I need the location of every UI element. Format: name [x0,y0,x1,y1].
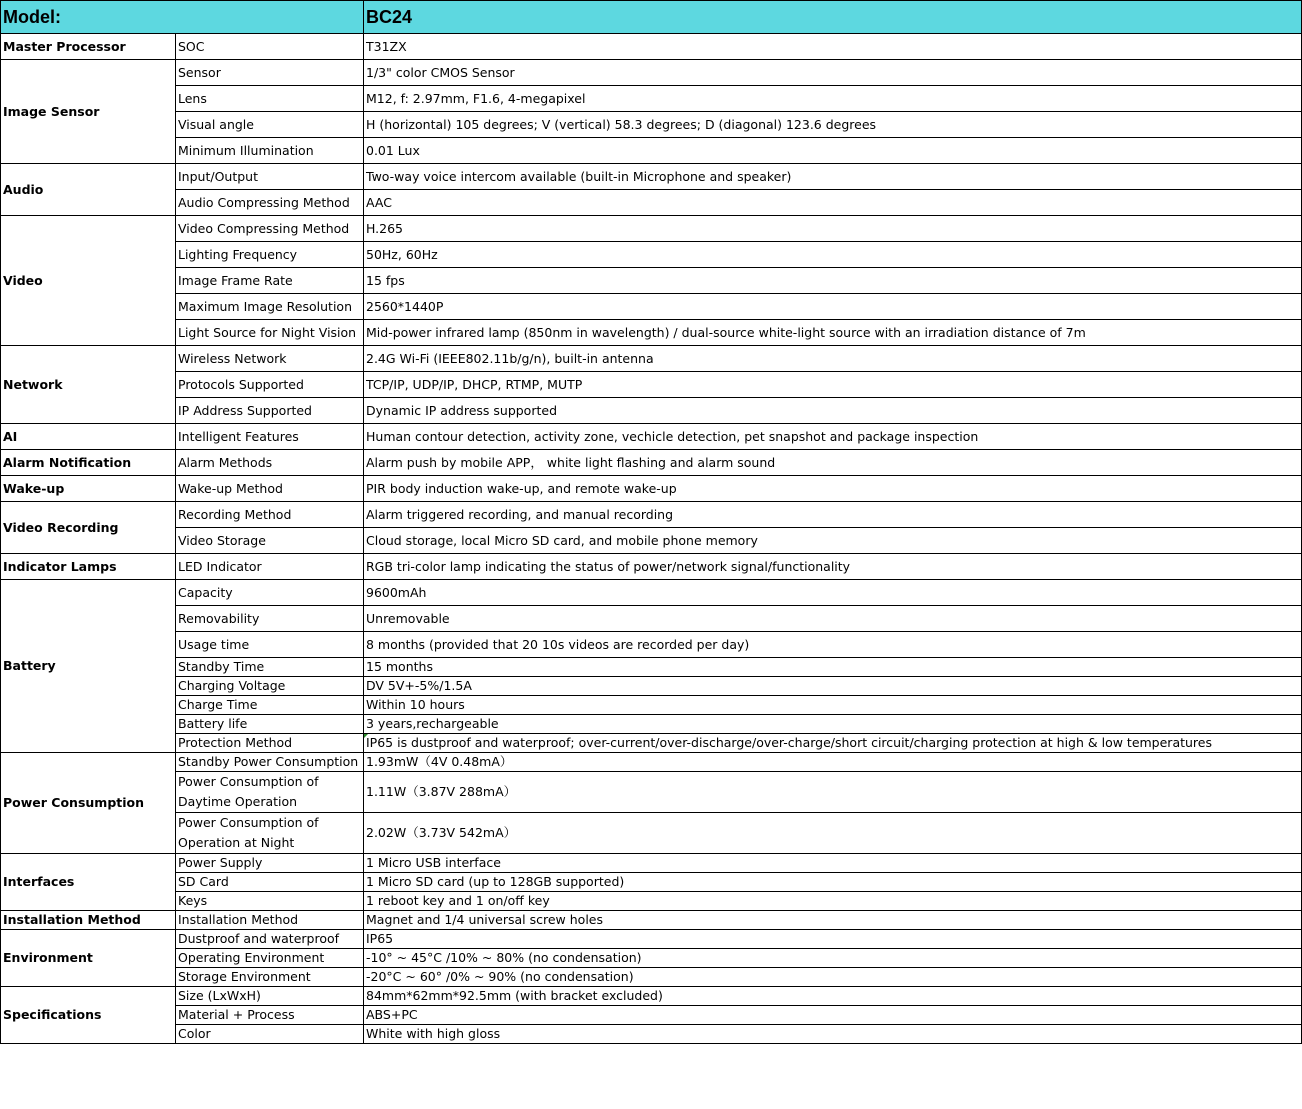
item-label: Power Consumption of Daytime Operation [176,772,364,813]
item-value: 9600mAh [364,580,1302,606]
category-environment: Environment [1,930,176,987]
table-row [1,86,1302,112]
item-label: Material + Process [176,1006,364,1025]
item-label: Input/Output [176,164,364,190]
item-label: Battery life [176,715,364,734]
item-value: Within 10 hours [364,696,1302,715]
table-row [1,753,1302,772]
item-label: Protection Method [176,734,364,753]
item-label: Image Frame Rate [176,268,364,294]
item-value: 15 fps [364,268,1302,294]
item-label: Power Supply [176,854,364,873]
table-row [1,320,1302,346]
table-row [1,346,1302,372]
table-row [1,632,1302,658]
item-value: 1.11W（3.87V 288mA） [364,772,1302,813]
category-interfaces: Interfaces [1,854,176,911]
table-row [1,677,1302,696]
item-label: Usage time [176,632,364,658]
item-label: Alarm Methods [176,450,364,476]
item-value: 2.02W（3.73V 542mA） [364,813,1302,854]
table-row [1,658,1302,677]
item-label: LED Indicator [176,554,364,580]
table-row [1,112,1302,138]
item-value: 84mm*62mm*92.5mm (with bracket excluded) [364,987,1302,1006]
item-value: IP65 is dustproof and waterproof; over-current/over-discharge/over-charge/short circuit/charging protection at high & low temperatures [366,735,1212,750]
item-label: Visual angle [176,112,364,138]
table-row [1,554,1302,580]
item-value: 1 reboot key and 1 on/off key [364,892,1302,911]
item-value: TCP/IP, UDP/IP, DHCP, RTMP, MUTP [364,372,1302,398]
item-value: H.265 [364,216,1302,242]
table-row [1,424,1302,450]
item-value: Mid-power infrared lamp (850nm in wavelength) / dual-source white-light source with an irradiation distance of 7m [364,320,1302,346]
table-row [1,1025,1302,1044]
item-label: Intelligent Features [176,424,364,450]
item-label: Power Consumption of Operation at Night [176,813,364,854]
category-indicator-lamps: Indicator Lamps [1,554,176,580]
item-value: T31ZX [364,34,1302,60]
table-row [1,242,1302,268]
item-label: Keys [176,892,364,911]
item-value: Dynamic IP address supported [364,398,1302,424]
item-value: Alarm push by mobile APP， white light flashing and alarm sound [364,450,1302,476]
table-row [1,606,1302,632]
item-value: ABS+PC [364,1006,1302,1025]
item-value: PIR body induction wake-up, and remote wake-up [364,476,1302,502]
model-label: Model: [1,1,364,34]
item-label: Size (LxWxH) [176,987,364,1006]
table-row [1,772,1302,813]
item-value: 1 Micro USB interface [364,854,1302,873]
category-network: Network [1,346,176,424]
item-label: Charge Time [176,696,364,715]
table-row [1,911,1302,930]
item-value: 8 months (provided that 20 10s videos are recorded per day) [364,632,1302,658]
table-row [1,734,1302,753]
category-installation-method: Installation Method [1,911,176,930]
table-row [1,987,1302,1006]
item-label: Sensor [176,60,364,86]
table-row [1,476,1302,502]
table-row [1,528,1302,554]
table-row [1,294,1302,320]
table-row [1,216,1302,242]
table-row [1,873,1302,892]
table-row [1,502,1302,528]
item-label: Charging Voltage [176,677,364,696]
item-label: Storage Environment [176,968,364,987]
table-row [1,398,1302,424]
category-video: Video [1,216,176,346]
item-value: Magnet and 1/4 universal screw holes [364,911,1302,930]
item-value: M12, f: 2.97mm, F1.6, 4-megapixel [364,86,1302,112]
category-specifications: Specifications [1,987,176,1044]
table-row [1,268,1302,294]
item-label: Dustproof and waterproof [176,930,364,949]
item-value: White with high gloss [364,1025,1302,1044]
table-row [1,164,1302,190]
item-value: 15 months [364,658,1302,677]
item-value: 50Hz, 60Hz [364,242,1302,268]
item-label: Standby Power Consumption [176,753,364,772]
category-audio: Audio [1,164,176,216]
item-label: Recording Method [176,502,364,528]
item-value: RGB tri-color lamp indicating the status of power/network signal/functionality [364,554,1302,580]
item-value: 3 years,rechargeable [364,715,1302,734]
item-label: Minimum Illumination [176,138,364,164]
category-master-processor: Master Processor [1,34,176,60]
table-row [1,813,1302,854]
item-label: Audio Compressing Method [176,190,364,216]
table-row [1,450,1302,476]
category-image-sensor: Image Sensor [1,60,176,164]
table-row [1,892,1302,911]
item-value: 1 Micro SD card (up to 128GB supported) [364,873,1302,892]
category-wake-up: Wake-up [1,476,176,502]
item-label: Installation Method [176,911,364,930]
item-label: Operating Environment [176,949,364,968]
category-battery: Battery [1,580,176,753]
item-value: AAC [364,190,1302,216]
item-label: Wake-up Method [176,476,364,502]
table-row [1,34,1302,60]
table-row [1,854,1302,873]
item-value: Cloud storage, local Micro SD card, and mobile phone memory [364,528,1302,554]
item-label: Removability [176,606,364,632]
item-label: Wireless Network [176,346,364,372]
item-label: Light Source for Night Vision [176,320,364,346]
item-label: Capacity [176,580,364,606]
item-value: 0.01 Lux [364,138,1302,164]
model-value: BC24 [364,1,1302,34]
table-row [1,930,1302,949]
item-value: 2.4G Wi-Fi (IEEE802.11b/g/n), built-in antenna [364,346,1302,372]
item-label: Video Storage [176,528,364,554]
item-value: DV 5V+-5%/1.5A [364,677,1302,696]
item-label: Lens [176,86,364,112]
item-label: SD Card [176,873,364,892]
table-row [1,715,1302,734]
item-label: Video Compressing Method [176,216,364,242]
item-value: Alarm triggered recording, and manual recording [364,502,1302,528]
item-value: H (horizontal) 105 degrees; V (vertical) 58.3 degrees; D (diagonal) 123.6 degrees [364,112,1302,138]
table-row [1,190,1302,216]
item-label: Standby Time [176,658,364,677]
comment-marker-icon [364,734,368,738]
item-value: 2560*1440P [364,294,1302,320]
item-label: IP Address Supported [176,398,364,424]
item-value: 1.93mW（4V 0.48mA） [364,753,1302,772]
item-value: Human contour detection, activity zone, vechicle detection, pet snapshot and package inspection [364,424,1302,450]
table-row [1,968,1302,987]
item-label: Protocols Supported [176,372,364,398]
table-row [1,60,1302,86]
item-value: 1/3" color CMOS Sensor [364,60,1302,86]
item-label: Color [176,1025,364,1044]
table-row [1,949,1302,968]
table-row [1,580,1302,606]
table-row [1,372,1302,398]
item-label: Maximum Image Resolution [176,294,364,320]
item-value: -10° ~ 45°C /10% ~ 80% (no condensation) [364,949,1302,968]
table-row [1,696,1302,715]
category-ai: AI [1,424,176,450]
category-alarm-notification: Alarm Notification [1,450,176,476]
item-value-with-comment [364,734,1302,753]
item-label: Lighting Frequency [176,242,364,268]
item-value: Two-way voice intercom available (built-in Microphone and speaker) [364,164,1302,190]
item-label: SOC [176,34,364,60]
item-value: Unremovable [364,606,1302,632]
category-video-recording: Video Recording [1,502,176,554]
item-value: IP65 [364,930,1302,949]
header-row [1,1,1302,34]
category-power-consumption: Power Consumption [1,753,176,854]
item-value: -20°C ~ 60° /0% ~ 90% (no condensation) [364,968,1302,987]
table-row [1,1006,1302,1025]
table-row [1,138,1302,164]
